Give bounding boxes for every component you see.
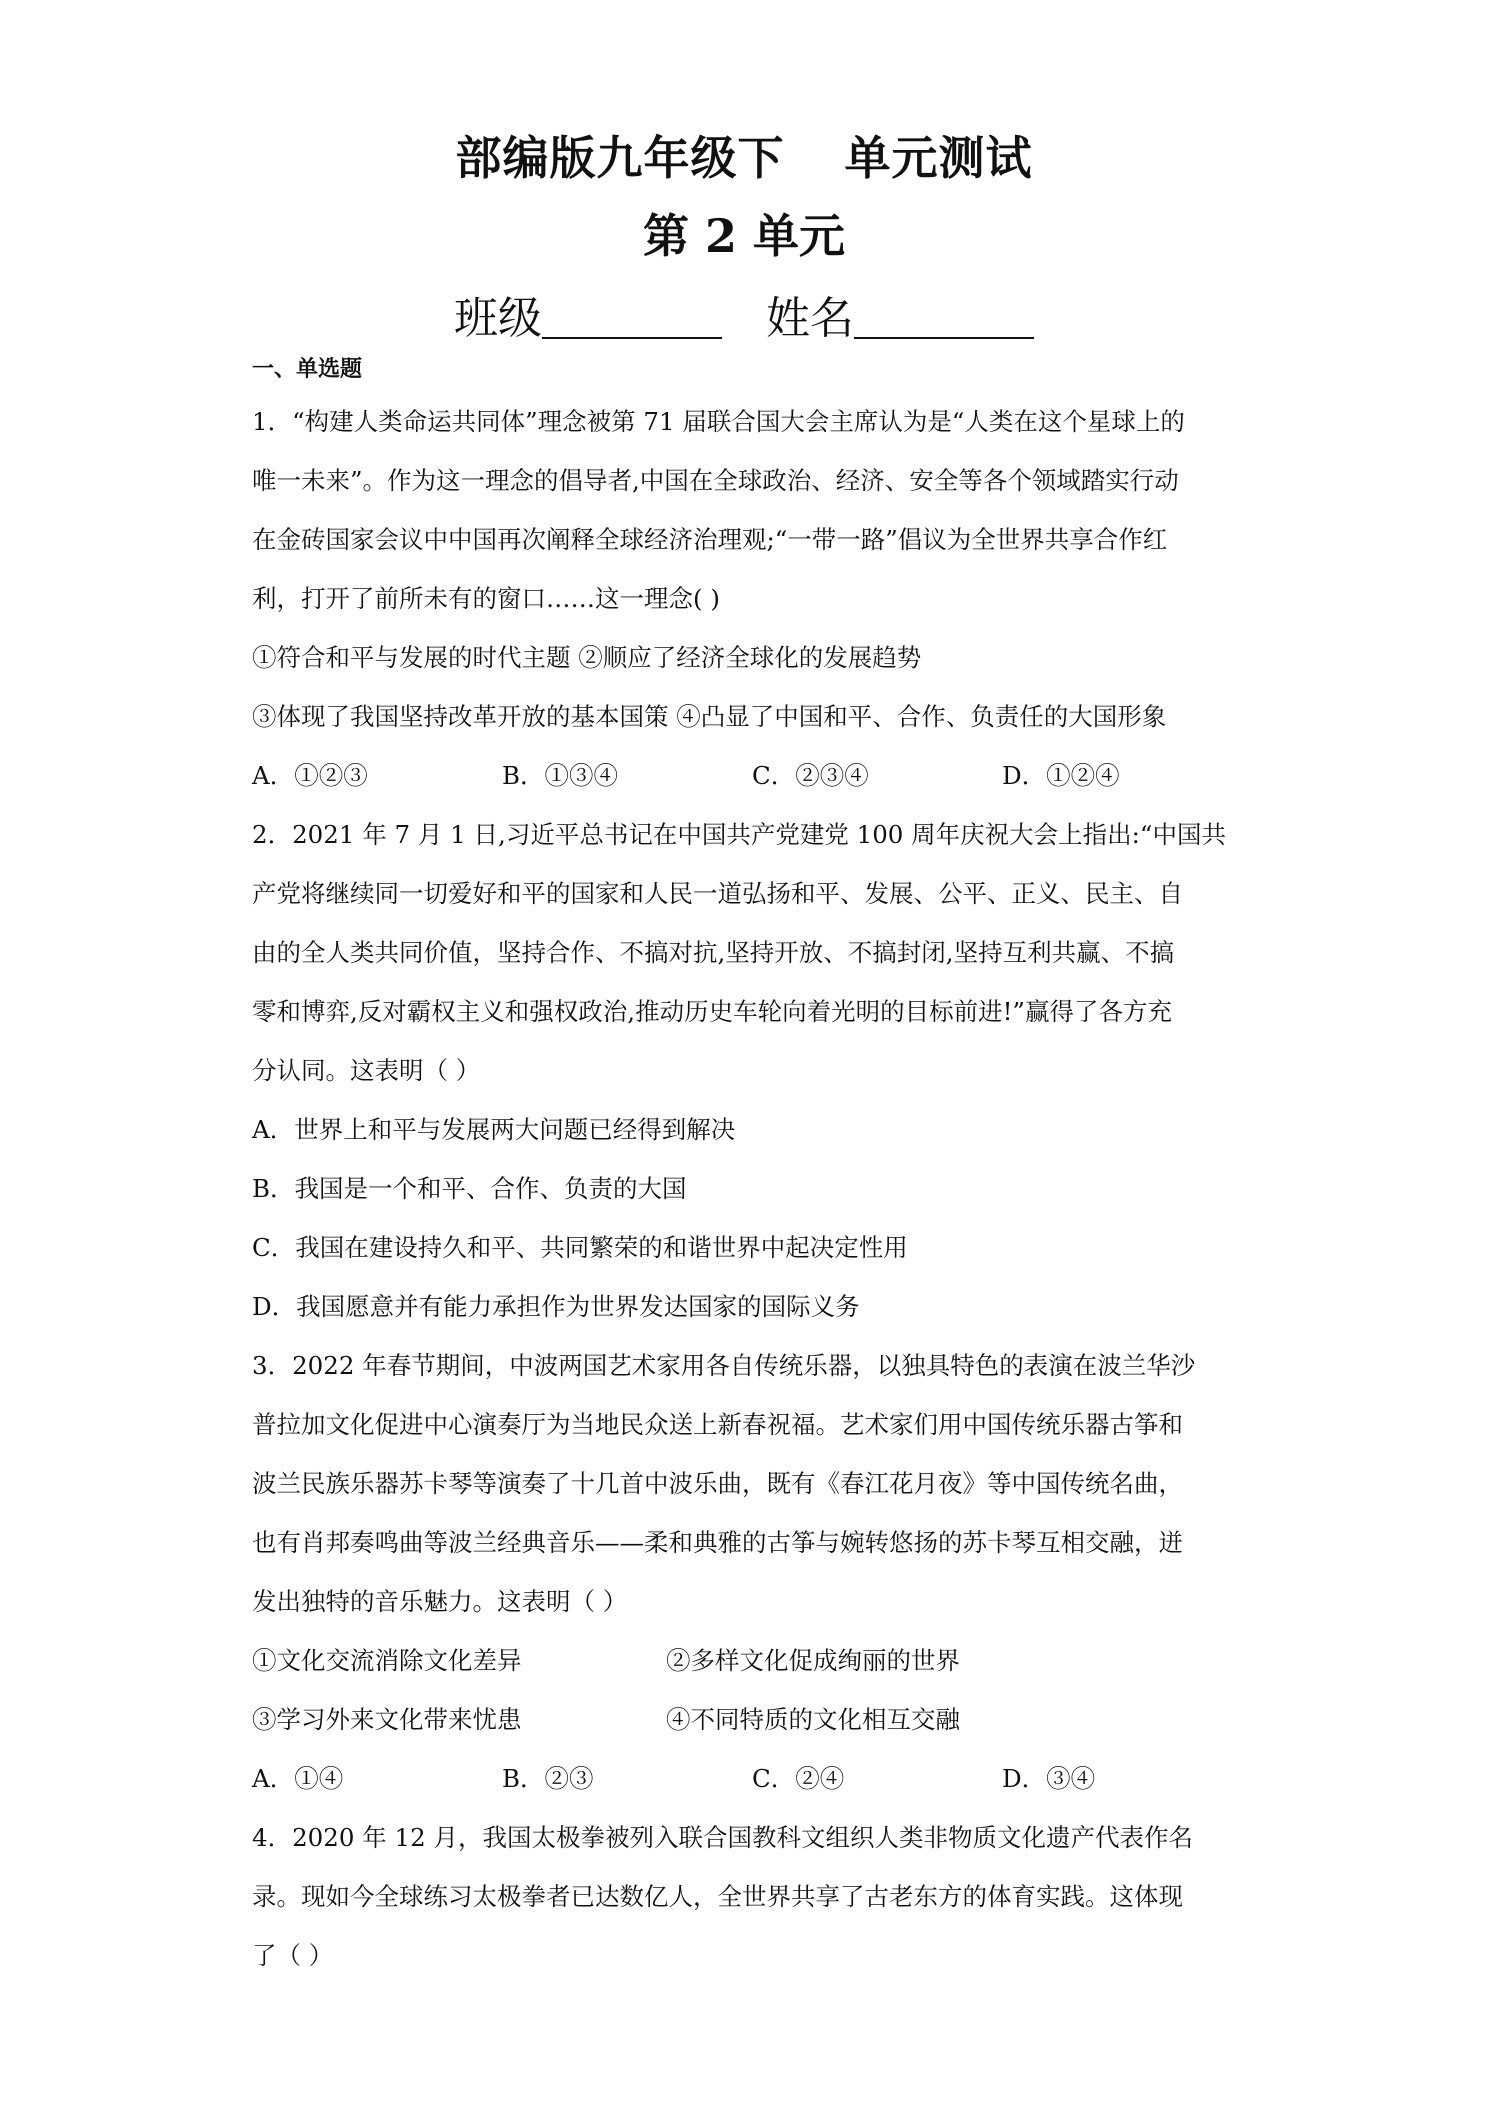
- q1-stem-line: 利，打开了前所未有的窗口……这一理念( ): [252, 584, 720, 613]
- option-b: B．②③: [502, 1764, 594, 1793]
- unit-title: 第 2 单元: [642, 209, 846, 263]
- q3-stem-line: 发出独特的音乐魅力。这表明（ ）: [252, 1587, 628, 1616]
- q2-stem-line: 零和博弈,反对霸权主义和强权政治,推动历史车轮向着光明的目标前进!”赢得了各方充: [252, 997, 1172, 1026]
- q3-options: [252, 1749, 1252, 1808]
- title-test: 单元测试: [844, 131, 1033, 185]
- question-body: [252, 392, 1252, 1985]
- q1-stem-line: 唯一未来”。作为这一理念的倡导者,中国在全球政治、经济、安全等各个领域踏实行动: [252, 466, 1179, 495]
- q3-statement: ②多样文化促成绚丽的世界: [666, 1646, 960, 1675]
- option-c: C．我国在建设持久和平、共同繁荣的和谐世界中起决定性用: [252, 1233, 908, 1262]
- student-info-line: [0, 282, 1488, 346]
- q4-stem-line: 录。现如今全球练习太极拳者已达数亿人，全世界共享了古老东方的体育实践。这体现: [252, 1882, 1183, 1911]
- class-label: 班级: [454, 293, 542, 344]
- q1-statement: ①符合和平与发展的时代主题 ②顺应了经济全球化的发展趋势: [252, 643, 922, 672]
- q3-statement: ③学习外来文化带来忧患: [252, 1705, 522, 1734]
- option-d: D．①②④: [1002, 761, 1120, 790]
- q3-statement: ①文化交流消除文化差异: [252, 1646, 522, 1675]
- option-c: C．②④: [752, 1764, 845, 1793]
- q4-stem-line: 4．2020 年 12 月，我国太极拳被列入联合国教科文组织人类非物质文化遗产代表作名: [252, 1823, 1193, 1852]
- q3-statements-row: [252, 1690, 1252, 1749]
- q2-stem-line: 2．2021 年 7 月 1 日,习近平总书记在中国共产党建党 100 周年庆祝大会上指出:“中国共: [252, 820, 1226, 849]
- option-d: D．我国愿意并有能力承担作为世界发达国家的国际义务: [252, 1292, 860, 1321]
- option-b: B．①③④: [502, 761, 619, 790]
- name-blank: [854, 293, 1034, 339]
- option-d: D．③④: [1002, 1764, 1096, 1793]
- option-b: B．我国是一个和平、合作、负责的大国: [252, 1174, 687, 1203]
- q4-stem-line: 了（ ）: [252, 1941, 334, 1970]
- option-a: A．世界上和平与发展两大问题已经得到解决: [252, 1115, 736, 1144]
- q3-stem-line: 也有肖邦奏鸣曲等波兰经典音乐——柔和典雅的古筝与婉转悠扬的苏卡琴互相交融，迸: [252, 1528, 1183, 1557]
- q3-stem-line: 3．2022 年春节期间，中波两国艺术家用各自传统乐器，以独具特色的表演在波兰华沙: [252, 1351, 1196, 1380]
- section-heading: 一、单选题: [252, 357, 363, 382]
- q3-statement: ④不同特质的文化相互交融: [666, 1705, 960, 1734]
- q2-stem-line: 分认同。这表明（ ）: [252, 1056, 481, 1085]
- q1-statement: ③体现了我国坚持改革开放的基本国策 ④凸显了中国和平、合作、负责任的大国形象: [252, 702, 1167, 731]
- option-a: A．①②③: [252, 761, 368, 790]
- q3-stem-line: 普拉加文化促进中心演奏厅为当地民众送上新春祝福。艺术家们用中国传统乐器古筝和: [252, 1410, 1183, 1439]
- q2-stem-line: 由的全人类共同价值，坚持合作、不搞对抗,坚持开放、不搞封闭,坚持互利共赢、不搞: [252, 938, 1175, 967]
- q3-stem-line: 波兰民族乐器苏卡琴等演奏了十几首中波乐曲，既有《春江花月夜》等中国传统名曲，: [252, 1469, 1183, 1498]
- name-label: 姓名: [766, 293, 854, 344]
- q1-stem-line: 1．“构建人类命运共同体”理念被第 71 届联合国大会主席认为是“人类在这个星球上的: [252, 407, 1185, 436]
- q3-statements-row: [252, 1631, 1252, 1690]
- title-grade: 部编版九年级下: [455, 131, 785, 185]
- q1-options: [252, 746, 1252, 805]
- option-a: A．①④: [252, 1764, 344, 1793]
- document-title: [0, 122, 1488, 188]
- class-blank: [542, 293, 722, 339]
- q1-stem-line: 在金砖国家会议中中国再次阐释全球经济治理观;“一带一路”倡议为全世界共享合作红: [252, 525, 1168, 554]
- option-c: C．②③④: [752, 761, 869, 790]
- q2-stem-line: 产党将继续同一切爱好和平的国家和人民一道弘扬和平、发展、公平、正义、民主、自: [252, 879, 1183, 908]
